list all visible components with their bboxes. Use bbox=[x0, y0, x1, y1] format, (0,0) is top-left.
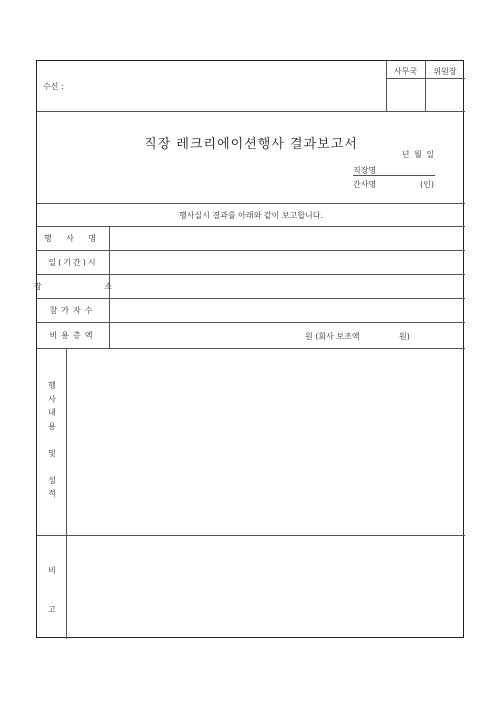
participants-label: 참가자수 bbox=[49, 305, 97, 315]
approval-signature-box[interactable] bbox=[386, 79, 425, 111]
workplace-field[interactable] bbox=[379, 163, 435, 175]
document-title: 직장 레크리에이션행사 결과보고서 bbox=[144, 137, 358, 152]
row-label-datetime bbox=[37, 250, 109, 274]
approval-chair: 위원장 bbox=[433, 67, 457, 76]
recipient-label: 수신 : bbox=[43, 82, 64, 91]
remarks-field[interactable] bbox=[67, 536, 465, 638]
row-label-event-name bbox=[37, 226, 109, 250]
row-label-total-cost bbox=[37, 322, 109, 348]
location-label: 장 소 bbox=[34, 281, 142, 291]
content-results-field[interactable] bbox=[67, 349, 465, 534]
seal-mark: (인) bbox=[420, 180, 434, 189]
cost-won-end: 원) bbox=[399, 332, 410, 341]
row-label-location bbox=[34, 274, 142, 298]
total-cost-label: 비용총액 bbox=[49, 330, 97, 340]
intro-text: 행사실시 결과를 아래와 같이 보고합니다. bbox=[178, 211, 324, 220]
row-label-participants bbox=[37, 298, 109, 322]
cost-won-text: 원 (회사 보조액 bbox=[305, 332, 360, 341]
approval-secretariat: 사무국 bbox=[393, 67, 418, 76]
datetime-field[interactable] bbox=[110, 250, 465, 274]
workplace-label: 직장명 bbox=[353, 166, 377, 175]
total-cost-field[interactable] bbox=[110, 322, 300, 348]
event-name-label: 행 사 명 bbox=[43, 233, 103, 243]
workplace-underline bbox=[353, 175, 435, 176]
company-subsidy-field[interactable] bbox=[372, 324, 398, 346]
participants-field[interactable] bbox=[110, 298, 465, 322]
secretary-field[interactable] bbox=[379, 177, 419, 189]
remarks-label: 비 고 bbox=[48, 566, 56, 614]
approval-signature-box[interactable] bbox=[425, 79, 465, 111]
title-separator bbox=[37, 203, 465, 204]
event-name-field[interactable] bbox=[110, 226, 465, 250]
report-form bbox=[36, 60, 464, 638]
secretary-label: 간사명 bbox=[353, 180, 377, 189]
datetime-label: 일(기간)시 bbox=[48, 257, 98, 267]
location-field[interactable] bbox=[110, 274, 465, 298]
content-results-label: 행 사 내 용 및 성 적 bbox=[48, 381, 56, 498]
header-separator bbox=[37, 111, 465, 112]
date-line: 년 월 일 bbox=[401, 150, 435, 159]
